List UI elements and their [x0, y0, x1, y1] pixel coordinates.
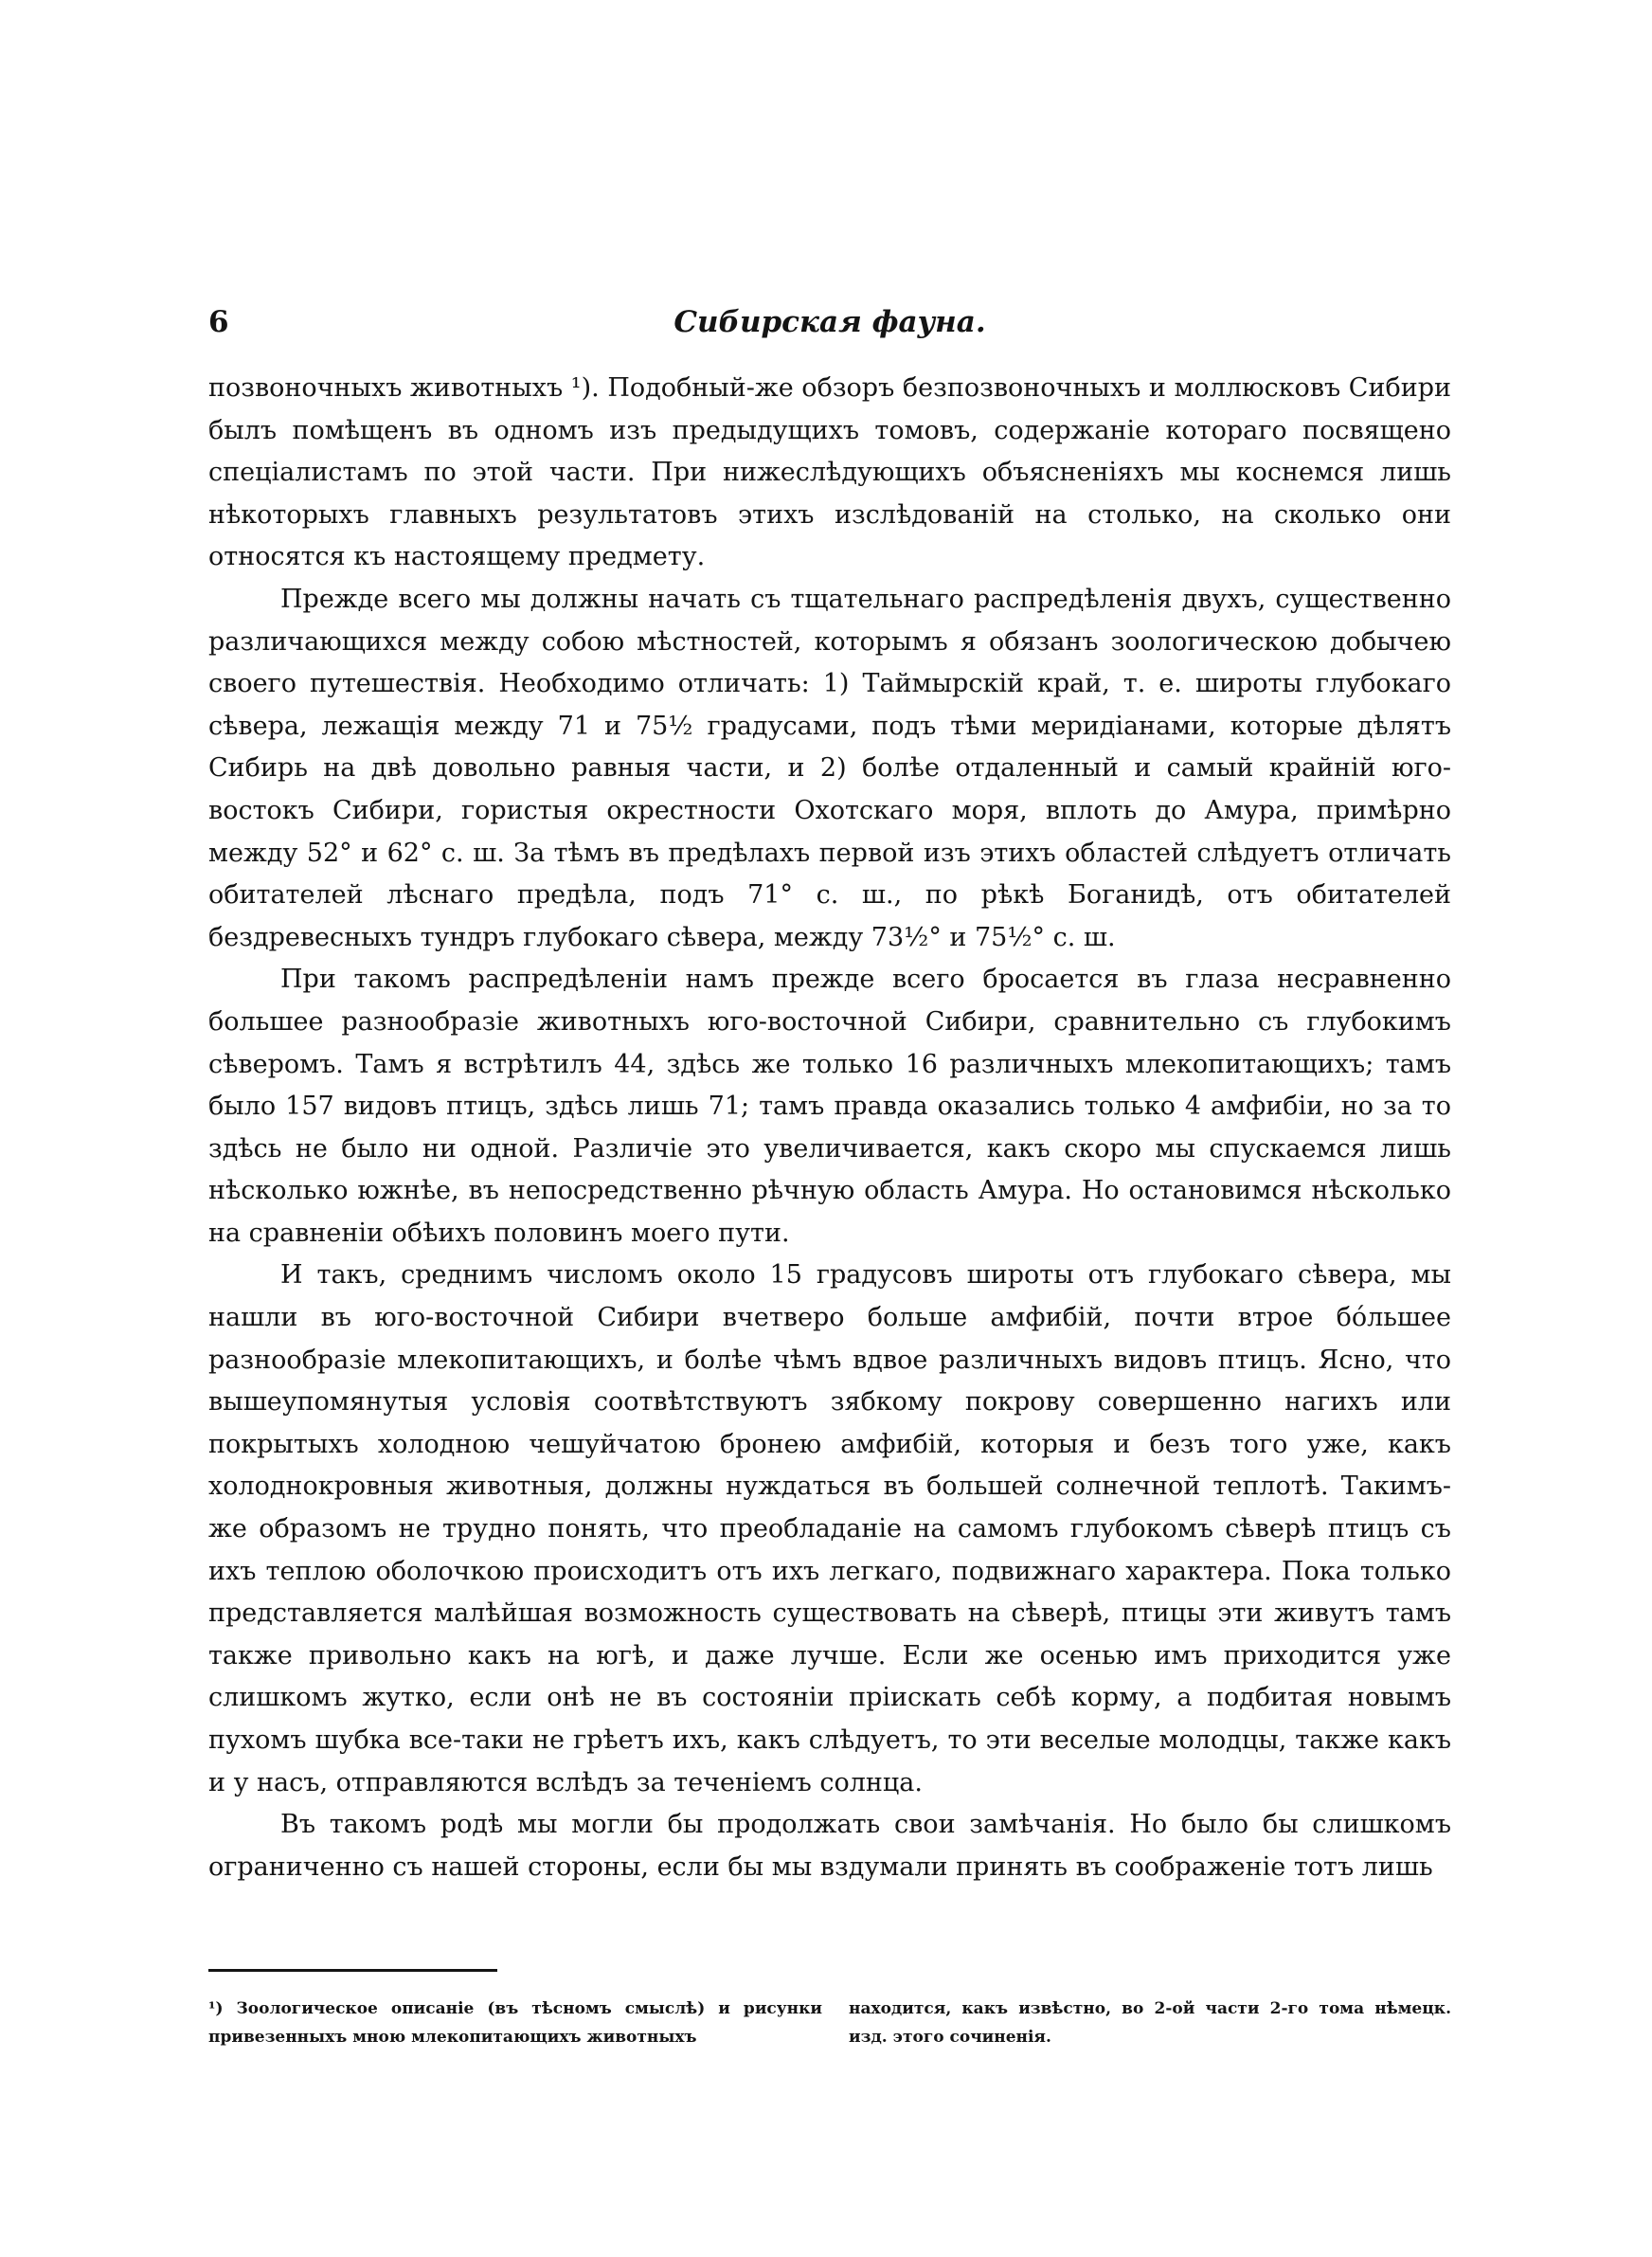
page-header [208, 305, 1451, 352]
paragraph-3: При такомъ распредѣленіи намъ прежде всего бросается въ глаза несравненно большее разнообразіе животныхъ юго-восточной Сибири, сравнительно съ глубокимъ сѣверомъ. Тамъ я встрѣтилъ 44, здѣсь же только 16 различныхъ млекопитающихъ; тамъ было 157 видовъ птицъ, здѣсь лишь 71; тамъ правда оказались только 4 амфибіи, но за то здѣсь не было ни одной. Различіе это увеличивается, какъ скоро мы спускаемся лишь нѣсколько южнѣе, въ непосредственно рѣчную область Амура. Но остановимся нѣсколько на сравненіи обѣихъ половинъ моего пути. [208, 965, 1451, 1248]
paragraph-2: Прежде всего мы должны начать съ тщательнаго распредѣленія двухъ, существенно различающихся между собою мѣстностей, которымъ я обязанъ зоологическою добычею своего путешествія. Необходимо отличать: 1) Таймырскій край, т. е. широты глубокаго сѣвера, лежащія между 71 и 75½ градусами, подъ тѣми меридіанами, которые дѣлятъ Сибирь на двѣ довольно равныя части, и 2) болѣе отдаленный и самый крайній юго-востокъ Сибири, гористыя окрестности Охотскаго моря, вплоть до Амура, примѣрно между 52° и 62° с. ш. За тѣмъ въ предѣлахъ первой изъ этихъ областей слѣдуетъ отличать обитателей лѣснаго предѣла, подъ 71° с. ш., по рѣкѣ Боганидѣ, отъ обитателей бездревесныхъ тундръ глубокаго сѣвера, между 73½° и 75½° с. ш. [208, 584, 1451, 952]
paragraph-5: Въ такомъ родѣ мы могли бы продолжать свои замѣчанія. Но было бы слишкомъ ограниченно съ нашей стороны, если бы мы вздумали принять въ соображеніе тотъ лишь [208, 1810, 1451, 1882]
paragraph-4: И такъ, среднимъ числомъ около 15 градусовъ широты отъ глубокаго сѣвера, мы нашли въ юго-восточной Сибири вчетверо больше амфибій, почти втрое бóльшее разнообразіе млекопитающихъ, и болѣе чѣмъ вдвое различныхъ видовъ птицъ. Ясно, что вышеупомянутыя условія соотвѣтствуютъ зябкому покрову совершенно нагихъ или покрытыхъ холодною чешуйчатою бронею амфибій, которыя и безъ того уже, какъ холоднокровныя животныя, должны нуждаться въ большей солнечной теплотѣ. Такимъ-же образомъ не трудно понять, что преобладаніе на самомъ глубокомъ сѣверѣ птицъ съ ихъ теплою оболочкою происходитъ отъ ихъ легкаго, подвижнаго характера. Пока только представляется малѣйшая возможность существовать на сѣверѣ, птицы эти живутъ тамъ также привольно какъ на югѣ, и даже лучше. Если же осенью имъ приходится уже слишкомъ жутко, если онѣ не въ состояніи пріискать себѣ корму, а подбитая новымъ пухомъ шубка все-таки не грѣетъ ихъ, какъ слѣдуетъ, то эти веселые молодцы, также какъ и у насъ, отправляются вслѣдъ за теченіемъ солнца. [208, 1260, 1451, 1797]
page-number: 6 [208, 305, 229, 339]
footnote-right-column: находится, какъ извѣстно, во 2-ой части 2-го тома нѣмецк. изд. этого сочиненія. [849, 1999, 1451, 2047]
running-title: Сибирская фауна. [673, 305, 986, 339]
paragraph-1: позвоночныхъ животныхъ ¹). Подобный-же обзоръ безпозвоночныхъ и моллюсковъ Сибири былъ помѣщенъ въ одномъ изъ предыдущихъ томовъ, содержаніе котораго посвящено спеціалистамъ по этой части. При нижеслѣдующихъ объясненіяхъ мы коснемся лишь нѣкоторыхъ главныхъ результатовъ этихъ изслѣдованій на столько, на сколько они относятся къ настоящему предмету. [208, 373, 1451, 572]
footnote-divider [208, 1969, 497, 1972]
footnote-left-column: ¹) Зоологическое описаніе (въ тѣсномъ смыслѣ) и рисунки привезенныхъ мною млекопитающихъ животныхъ [208, 1999, 822, 2047]
body-text [208, 368, 1451, 1888]
